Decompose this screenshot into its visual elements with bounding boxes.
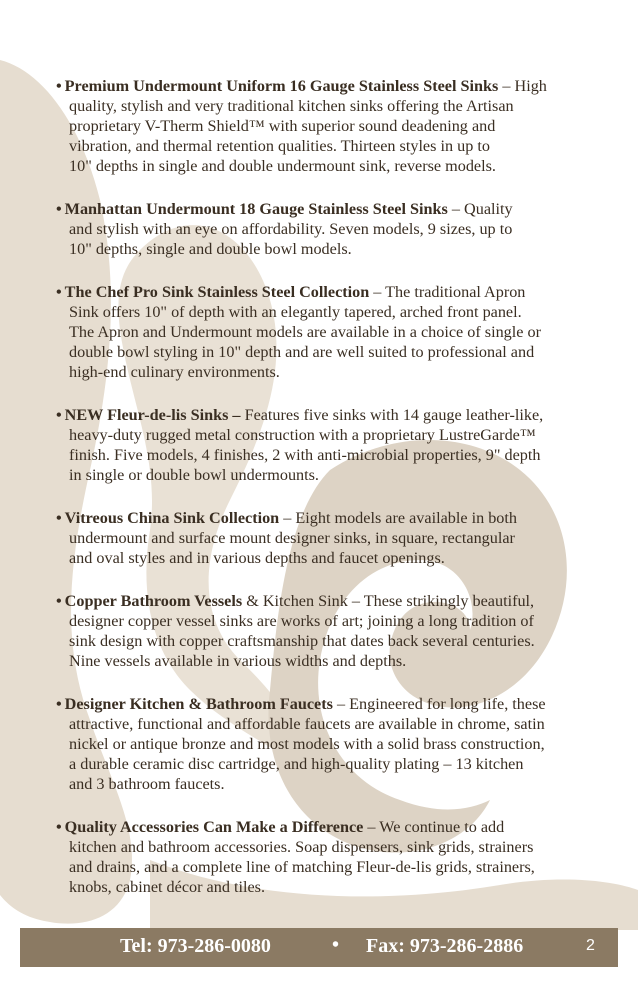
item-line: a durable ceramic disc cartridge, and high-quality plating – 13 kitchen [69, 755, 524, 773]
item-line: attractive, functional and affordable faucets are available in chrome, satin [69, 715, 545, 733]
item-intro: & Kitchen Sink – These strikingly beautiful, [242, 592, 535, 610]
bullet: • [56, 200, 62, 218]
bullet: • [56, 695, 62, 713]
product-item [56, 694, 596, 794]
item-line: and 3 bathroom faucets. [69, 775, 225, 793]
fax-number: Fax: 973-286-2886 [366, 935, 524, 957]
bullet: • [56, 77, 62, 95]
item-line: designer copper vessel sinks are works of art; joining a long tradition of [69, 612, 534, 630]
item-first-line [56, 199, 596, 219]
item-line: in single or double bowl undermounts. [69, 466, 319, 484]
product-item [56, 591, 596, 671]
item-line: and stylish with an eye on affordability. Seven models, 9 sizes, up to [69, 220, 513, 238]
item-line: nickel or antique bronze and most models with a solid brass construction, [69, 735, 545, 753]
item-first-line [56, 817, 596, 837]
bullet: • [56, 818, 62, 836]
item-line: 10" depths in single and double undermount sink, reverse models. [69, 157, 496, 175]
product-item [56, 405, 596, 485]
item-title: Manhattan Undermount 18 Gauge Stainless Steel Sinks [64, 200, 448, 218]
item-title: The Chef Pro Sink Stainless Steel Collection [64, 283, 370, 301]
item-intro: – Quality [447, 200, 513, 218]
item-line: vibration, and thermal retention qualities. Thirteen styles in up to [69, 137, 490, 155]
product-item [56, 282, 596, 382]
item-first-line [56, 405, 596, 425]
item-first-line [56, 76, 596, 96]
item-title: Designer Kitchen & Bathroom Faucets [64, 695, 333, 713]
item-title: Copper Bathroom Vessels [64, 592, 243, 610]
product-item [56, 508, 596, 568]
item-intro: – Engineered for long life, these [332, 695, 546, 713]
item-line: 10" depths, single and double bowl models. [69, 240, 352, 258]
item-first-line [56, 591, 596, 611]
page-number: 2 [586, 937, 595, 954]
item-line: knobs, cabinet décor and tiles. [69, 878, 265, 896]
bullet: • [56, 283, 62, 301]
item-line: and oval styles and in various depths and faucet openings. [69, 549, 445, 567]
phone-number[interactable]: Tel: 973-286-0080 [120, 935, 271, 957]
item-line: finish. Five models, 4 finishes, 2 with anti-microbial properties, 9" depth [69, 446, 541, 464]
item-line: undermount and surface mount designer sinks, in square, rectangular [69, 529, 515, 547]
item-intro: – Eight models are available in both [279, 509, 517, 527]
item-line: quality, stylish and very traditional kitchen sinks offering the Artisan [69, 97, 514, 115]
bullet: • [56, 592, 62, 610]
item-title: Premium Undermount Uniform 16 Gauge Stainless Steel Sinks [64, 77, 499, 95]
item-intro: – We continue to add [363, 818, 505, 836]
item-line: double bowl styling in 10" depth and are well suited to professional and [69, 343, 535, 361]
item-intro: – The traditional Apron [369, 283, 526, 301]
bullet: • [56, 509, 62, 527]
item-intro: – High [498, 77, 547, 95]
main-content [56, 76, 596, 920]
item-title: NEW Fleur-de-lis Sinks – [64, 406, 241, 424]
item-line: The Apron and Undermount models are available in a choice of single or [69, 323, 541, 341]
footer-separator: • [332, 934, 340, 956]
item-first-line [56, 694, 596, 714]
contact-footer [20, 928, 618, 967]
item-title: Vitreous China Sink Collection [64, 509, 280, 527]
item-line: kitchen and bathroom accessories. Soap dispensers, sink grids, strainers [69, 838, 534, 856]
bullet: • [56, 406, 62, 424]
item-title: Quality Accessories Can Make a Difference [64, 818, 364, 836]
product-item [56, 199, 596, 259]
product-item [56, 76, 596, 176]
item-line: Sink offers 10" of depth with an elegantly tapered, arched front panel. [69, 303, 522, 321]
item-line: sink design with copper craftsmanship that dates back several centuries. [69, 632, 535, 650]
item-line: Nine vessels available in various widths and depths. [69, 652, 407, 670]
item-line: high-end culinary environments. [69, 363, 280, 381]
item-first-line [56, 282, 596, 302]
item-line: proprietary V-Therm Shield™ with superior sound deadening and [69, 117, 496, 135]
product-item [56, 817, 596, 897]
item-line: and drains, and a complete line of matching Fleur-de-lis grids, strainers, [69, 858, 535, 876]
item-intro: Features five sinks with 14 gauge leather-like, [240, 406, 544, 424]
item-line: heavy-duty rugged metal construction with a proprietary LustreGarde™ [69, 426, 536, 444]
item-first-line [56, 508, 596, 528]
